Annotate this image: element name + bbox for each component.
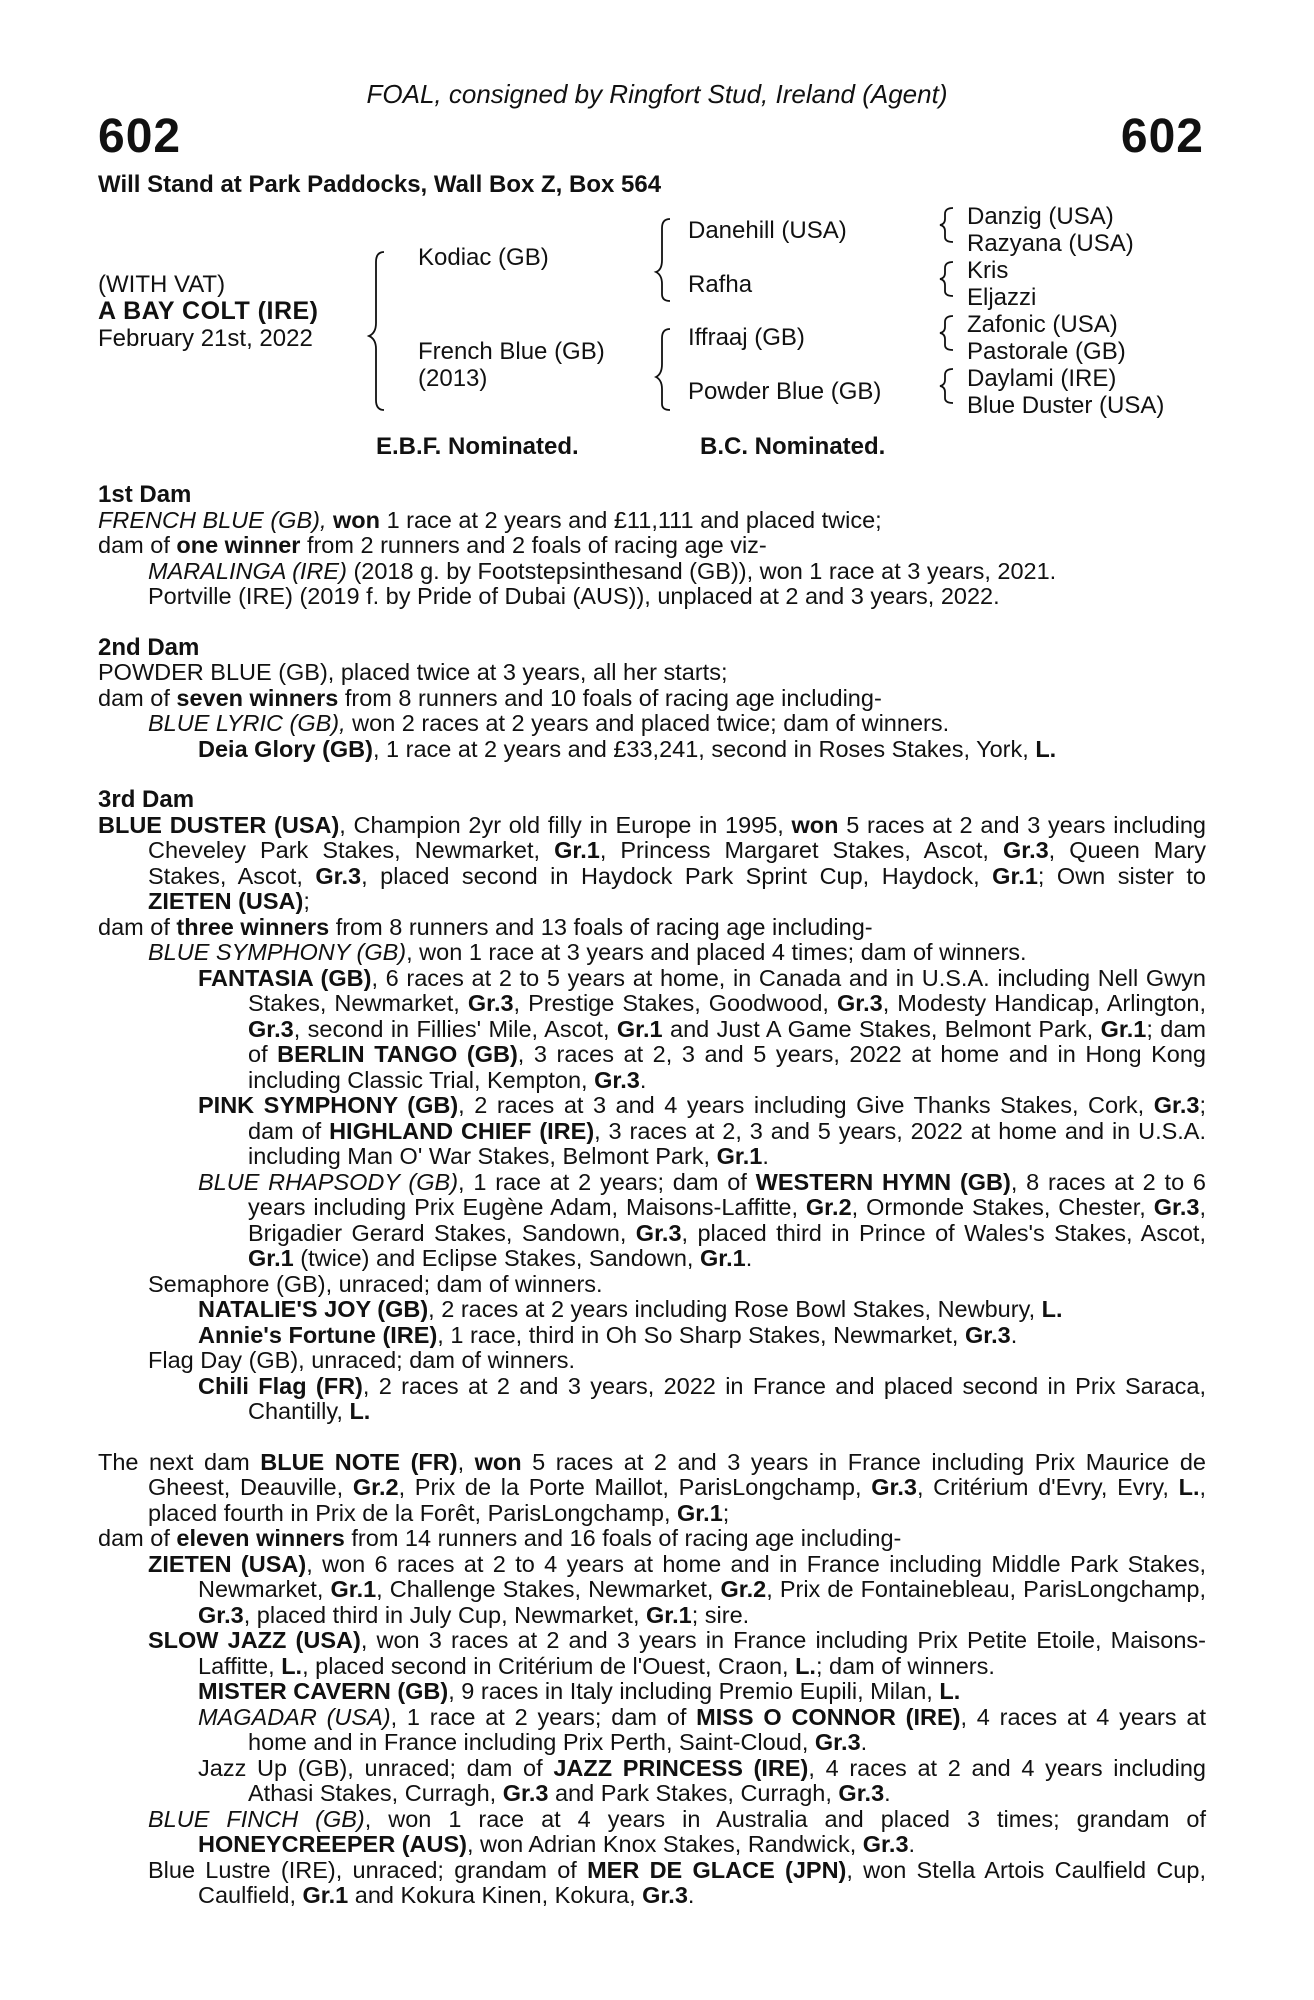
text-run: Gr.1 bbox=[248, 1245, 294, 1271]
third-dam-heading: 3rd Dam bbox=[98, 786, 195, 813]
text-run: . bbox=[639, 1066, 647, 1093]
text-run: BLUE FINCH (GB) bbox=[148, 1805, 365, 1832]
text-run: and Just A Game Stakes, Belmont Park, bbox=[662, 1015, 1101, 1042]
text-run: Gr.1 bbox=[302, 1882, 349, 1908]
text-run: Gr.3 bbox=[635, 1219, 682, 1246]
text-run: , second in Fillies' Mile, Ascot, bbox=[293, 1015, 617, 1042]
text-run: Gr.1 bbox=[992, 862, 1038, 889]
bc-nominated: B.C. Nominated. bbox=[700, 433, 886, 460]
text-run: , Ormonde Stakes, Chester, bbox=[851, 1194, 1154, 1220]
ancestor-6: Pastorale (GB) bbox=[967, 338, 1126, 365]
text-run: , 6 races at 2 to 5 years at home, in Canada and in U.S.A. including Nell Gwyn Stakes, Newmarket, bbox=[248, 964, 1206, 1016]
text-run: , 1 race, third in Oh So Sharp Stakes, Newmarket, bbox=[437, 1321, 965, 1348]
lot-name: A BAY COLT (IRE) bbox=[98, 297, 319, 325]
text-run: 5 races at 2 and 3 years including Cheveley Park Stakes, Newmarket, bbox=[148, 811, 1206, 863]
text-run: , won Stella Artois Caulfield Cup, Caulfield, bbox=[198, 1856, 1206, 1908]
text-run: , won 1 race at 4 years in Australia and placed 3 times; grandam of bbox=[364, 1805, 1206, 1832]
text-run: and Kokura Kinen, Kokura, bbox=[348, 1882, 643, 1908]
text-run: Blue Lustre (IRE), unraced; grandam of bbox=[148, 1856, 588, 1883]
ancestor-7: Daylami (IRE) bbox=[967, 365, 1117, 392]
text-run: Gr.1 bbox=[677, 1499, 723, 1526]
text-run: , placed fourth in Prix de la Forêt, ParisLongchamp, bbox=[148, 1474, 1207, 1526]
text-run: Gr.3 bbox=[837, 990, 883, 1016]
text-run: L. bbox=[1041, 1296, 1063, 1322]
text-run: and Park Stakes, Curragh, bbox=[548, 1780, 839, 1806]
third-dam-para bbox=[98, 813, 1206, 915]
ebf-nominated: E.B.F. Nominated. bbox=[376, 433, 579, 460]
first-dam-line-1: FRENCH BLUE (GB), won 1 race at 2 years and £11,111 and placed twice; bbox=[98, 506, 882, 533]
text-run: ; Own sister to bbox=[1037, 862, 1206, 889]
text-run: Gr.3 bbox=[862, 1831, 909, 1857]
text-run: Chili Flag (FR) bbox=[198, 1372, 363, 1399]
text-run: , Prix de Fontainebleau, ParisLongchamp, bbox=[766, 1576, 1207, 1602]
text-run: L. bbox=[281, 1652, 303, 1679]
text-run: , Champion 2yr old filly in Europe in 1995, bbox=[339, 811, 792, 838]
lot-number-left: 602 bbox=[98, 110, 182, 163]
text-run: , 2 races at 2 years including Rose Bowl Stakes, Newbury, bbox=[428, 1296, 1042, 1322]
text-run: Flag Day (GB), unraced; dam of winners. bbox=[148, 1347, 576, 1373]
text-run: BLUE NOTE (FR) bbox=[260, 1448, 458, 1475]
text-run: . bbox=[1010, 1321, 1018, 1348]
produce-mister-cavern bbox=[98, 1679, 1206, 1705]
text-run: ; dam of winners. bbox=[815, 1652, 995, 1679]
text-run: ; bbox=[303, 888, 310, 914]
text-run: Gr.1 bbox=[616, 1015, 663, 1042]
text-run: Gr.3 bbox=[315, 862, 362, 889]
text-run: dam of bbox=[98, 1525, 177, 1551]
text-run: MAGADAR (USA) bbox=[198, 1703, 391, 1730]
text-run: , Prestige Stakes, Goodwood, bbox=[513, 990, 837, 1016]
text-run: , 2 races at 3 and 4 years including Give Thanks Stakes, Cork, bbox=[458, 1092, 1154, 1118]
produce-zieten bbox=[98, 1552, 1206, 1629]
ancestor-4: Eljazzi bbox=[967, 284, 1037, 311]
text-run: , Prix de la Porte Maillot, ParisLongchamp, bbox=[398, 1474, 872, 1500]
text-run: Gr.3 bbox=[467, 990, 514, 1016]
second-dam-produce-2: Deia Glory (GB), 1 race at 2 years and £33,241, second in Roses Stakes, York, L. bbox=[198, 735, 1057, 762]
sire: Kodiac (GB) bbox=[418, 244, 549, 271]
text-run: HIGHLAND CHIEF (IRE) bbox=[329, 1117, 595, 1144]
text-run: BERLIN TANGO (GB) bbox=[277, 1041, 518, 1067]
text-run: , placed third in July Cup, Newmarket, bbox=[243, 1601, 647, 1628]
bracket-g3 bbox=[940, 316, 953, 350]
first-dam-produce-1: MARALINGA (IRE) (2018 g. by Footstepsinthesand (GB)), won 1 race at 3 years, 2021. bbox=[148, 557, 1057, 584]
text-run: ; bbox=[722, 1499, 730, 1526]
produce-fantasia bbox=[98, 966, 1206, 1094]
text-run: HONEYCREEPER (AUS) bbox=[198, 1831, 467, 1857]
text-run: , won 6 races at 2 to 4 years at home and in France including Middle Park Stakes, Newmarket, bbox=[198, 1550, 1206, 1602]
text-run: . bbox=[762, 1143, 769, 1169]
text-run: , 1 race at 2 years; dam of bbox=[458, 1168, 756, 1195]
sire-sire: Danehill (USA) bbox=[688, 217, 847, 244]
foaling-date: February 21st, 2022 bbox=[98, 325, 313, 352]
text-run: Gr.2 bbox=[805, 1194, 852, 1220]
text-run: SLOW JAZZ (USA) bbox=[148, 1627, 361, 1653]
produce-pink-symphony bbox=[98, 1093, 1206, 1170]
text-run: ; dam of bbox=[248, 1015, 1207, 1067]
second-dam-produce-1: BLUE LYRIC (GB), won 2 races at 2 years and placed twice; dam of winners. bbox=[148, 710, 950, 736]
produce-flag-day bbox=[98, 1348, 1206, 1374]
text-run: Gr.3 bbox=[871, 1474, 917, 1500]
text-run: ZIETEN (USA) bbox=[148, 888, 304, 914]
produce-blue-finch bbox=[98, 1807, 1206, 1858]
text-run: from 14 runners and 16 foals of racing age including- bbox=[344, 1525, 902, 1551]
produce-chili-flag bbox=[98, 1374, 1206, 1425]
second-dam-line-2: dam of seven winners from 8 runners and 10 foals of racing age including- bbox=[98, 684, 882, 711]
text-run: , won 3 races at 2 and 3 years in France including Prix Petite Etoile, Maisons-Laffitte, bbox=[198, 1627, 1206, 1679]
text-run: Gr.1 bbox=[699, 1245, 746, 1271]
text-run: , 1 race at 2 years; dam of bbox=[390, 1703, 697, 1730]
text-run: , Challenge Stakes, Newmarket, bbox=[376, 1576, 721, 1602]
produce-natalies-joy bbox=[98, 1297, 1206, 1323]
text-run: won bbox=[474, 1448, 522, 1475]
ancestor-3: Kris bbox=[967, 257, 1009, 284]
text-run: Gr.3 bbox=[248, 1015, 294, 1042]
text-run: L. bbox=[795, 1652, 816, 1679]
text-run: (twice) and Eclipse Stakes, Sandown, bbox=[293, 1245, 700, 1271]
text-run: Gr.3 bbox=[1002, 837, 1049, 863]
produce-blue-symphony bbox=[98, 940, 1206, 966]
text-run: WESTERN HYMN (GB) bbox=[755, 1168, 1011, 1195]
text-run: . bbox=[860, 1729, 868, 1755]
text-run: . bbox=[884, 1780, 891, 1806]
dam-dam: Powder Blue (GB) bbox=[688, 378, 882, 405]
text-run: , placed second in Critérium de l'Ouest, Craon, bbox=[302, 1652, 796, 1679]
text-run: three winners bbox=[176, 913, 330, 940]
text-run: , Princess Margaret Stakes, Ascot, bbox=[599, 837, 1003, 863]
text-run: , won Adrian Knox Stakes, Randwick, bbox=[466, 1831, 863, 1857]
consignment-line: FOAL, consigned by Ringfort Stud, Ireland (Agent) bbox=[366, 79, 948, 109]
ancestor-1: Danzig (USA) bbox=[967, 203, 1114, 230]
text-run: BLUE RHAPSODY (GB) bbox=[198, 1168, 459, 1195]
text-run: , placed second in Haydock Park Sprint Cup, Haydock, bbox=[361, 862, 993, 889]
text-run: MISS O CONNOR (IRE) bbox=[696, 1703, 961, 1730]
text-run: , 4 races at 4 years at home and in France including Prix Perth, Saint-Cloud, bbox=[248, 1703, 1206, 1755]
text-run: Gr.3 bbox=[594, 1066, 640, 1093]
sire-dam: Rafha bbox=[688, 271, 753, 298]
text-run: , 3 races at 2, 3 and 5 years, 2022 at home and in U.S.A. including Man O' War Stakes, Belmont Park, bbox=[248, 1117, 1207, 1169]
produce-semaphore bbox=[98, 1272, 1206, 1298]
text-run: , placed third in Prince of Wales's Stakes, Ascot, bbox=[681, 1219, 1206, 1246]
text-run: ; sire. bbox=[691, 1601, 750, 1628]
pedigree-table bbox=[0, 0, 1314, 460]
first-dam-heading: 1st Dam bbox=[98, 481, 192, 508]
third-dam-produce-summary bbox=[98, 915, 1206, 941]
text-run: Gr.3 bbox=[198, 1601, 244, 1628]
produce-jazz-up bbox=[98, 1756, 1206, 1807]
text-run: PINK SYMPHONY (GB) bbox=[198, 1092, 459, 1118]
text-run: MER DE GLACE (JPN) bbox=[587, 1856, 847, 1883]
text-run: Gr.2 bbox=[352, 1474, 399, 1500]
text-run: , 8 races at 2 to 6 years including Prix Eugène Adam, Maisons-Laffitte, bbox=[248, 1168, 1207, 1220]
text-run: eleven winners bbox=[176, 1525, 345, 1551]
text-run: Semaphore (GB), unraced; dam of winners. bbox=[148, 1270, 603, 1297]
text-run: Gr.2 bbox=[720, 1576, 767, 1602]
text-run: JAZZ PRINCESS (IRE) bbox=[553, 1754, 809, 1781]
vat-note: (WITH VAT) bbox=[98, 271, 226, 298]
bracket-g1 bbox=[940, 208, 953, 242]
text-run: , won 1 race at 3 years and placed 4 times; dam of winners. bbox=[406, 939, 1027, 965]
first-dam-produce-2: Portville (IRE) (2019 f. by Pride of Dubai (AUS)), unplaced at 2 and 3 years, 2022. bbox=[148, 583, 1000, 609]
produce-magadar bbox=[98, 1705, 1206, 1756]
second-dam-heading: 2nd Dam bbox=[98, 633, 200, 661]
text-run: ZIETEN (USA) bbox=[148, 1550, 307, 1577]
text-run: , 4 races at 2 and 4 years including Athasi Stakes, Curragh, bbox=[248, 1754, 1206, 1806]
next-dam-produce-summary bbox=[98, 1526, 1206, 1552]
second-dam-line-1: POWDER BLUE (GB), placed twice at 3 years, all her starts; bbox=[98, 659, 728, 685]
text-run: MISTER CAVERN (GB) bbox=[198, 1678, 449, 1704]
text-run: Gr.1 bbox=[330, 1576, 377, 1602]
text-run: dam of bbox=[98, 913, 177, 940]
text-run: Gr.3 bbox=[1153, 1194, 1200, 1220]
ancestor-5: Zafonic (USA) bbox=[967, 311, 1118, 338]
bracket-dam bbox=[656, 329, 670, 410]
text-run: Gr.3 bbox=[642, 1882, 688, 1908]
text-run: NATALIE'S JOY (GB) bbox=[198, 1296, 429, 1322]
text-run: Annie's Fortune (IRE) bbox=[198, 1321, 438, 1348]
text-run: . bbox=[687, 1882, 695, 1908]
text-run: won bbox=[791, 811, 839, 838]
text-run: Gr.3 bbox=[502, 1780, 549, 1806]
text-run: Gr.3 bbox=[838, 1780, 885, 1806]
text-run: 5 races at 2 and 3 years in France including Prix Maurice de Gheest, Deauville, bbox=[148, 1448, 1206, 1500]
text-run: . bbox=[745, 1245, 753, 1271]
lot-number-right: 602 bbox=[1120, 110, 1204, 163]
text-run: The next dam bbox=[98, 1448, 261, 1475]
text-run: ; dam of bbox=[248, 1092, 1206, 1144]
text-run: Jazz Up (GB), unraced; dam of bbox=[198, 1754, 554, 1781]
produce-annies-fortune bbox=[98, 1323, 1206, 1349]
text-run: BLUE SYMPHONY (GB) bbox=[148, 939, 407, 965]
dam-year: (2013) bbox=[418, 365, 488, 392]
text-run: Gr.3 bbox=[964, 1321, 1011, 1348]
text-run: , Brigadier Gerard Stakes, Sandown, bbox=[248, 1194, 1206, 1246]
stand-location: Will Stand at Park Paddocks, Wall Box Z, Box 564 bbox=[98, 171, 662, 198]
text-run: Gr.3 bbox=[814, 1729, 861, 1755]
ancestor-2: Razyana (USA) bbox=[967, 230, 1134, 257]
bracket-g2 bbox=[940, 262, 953, 296]
dam: French Blue (GB) bbox=[418, 338, 605, 365]
next-dam-para bbox=[98, 1450, 1206, 1527]
text-run: L. bbox=[349, 1398, 371, 1424]
first-dam-line-2: dam of one winner from 2 runners and 2 foals of racing age viz- bbox=[98, 532, 767, 558]
text-run: BLUE DUSTER (USA) bbox=[98, 811, 340, 838]
text-run: from 8 runners and 13 foals of racing age including- bbox=[329, 913, 873, 940]
text-run: , Modesty Handicap, Arlington, bbox=[882, 990, 1206, 1016]
text-run: . bbox=[908, 1831, 916, 1857]
text-run: Gr.3 bbox=[1153, 1092, 1200, 1118]
produce-slow-jazz bbox=[98, 1628, 1206, 1679]
text-run: , 2 races at 2 and 3 years, 2022 in France and placed second in Prix Saraca, Chantilly, bbox=[248, 1372, 1206, 1424]
text-run: , Queen Mary Stakes, Ascot, bbox=[148, 837, 1207, 889]
dam-sire: Iffraaj (GB) bbox=[688, 324, 805, 351]
bracket-g4 bbox=[940, 369, 953, 403]
produce-blue-lustre bbox=[98, 1858, 1206, 1909]
text-run: L. bbox=[939, 1678, 961, 1704]
text-run: Gr.1 bbox=[1100, 1015, 1147, 1042]
text-run: FANTASIA (GB) bbox=[198, 964, 372, 991]
text-run: L. bbox=[1178, 1474, 1200, 1500]
text-run: , 3 races at 2, 3 and 5 years, 2022 at home and in Hong Kong including Classic Trial, Kempton, bbox=[248, 1041, 1206, 1093]
text-run: Gr.1 bbox=[716, 1143, 763, 1169]
pedigree-notes bbox=[98, 482, 1206, 1909]
text-run: Gr.1 bbox=[554, 837, 600, 863]
text-run: , 9 races in Italy including Premio Eupili, Milan, bbox=[448, 1678, 940, 1704]
text-run: Gr.1 bbox=[646, 1601, 692, 1628]
bracket-main bbox=[369, 252, 384, 410]
bracket-sire bbox=[656, 219, 670, 301]
produce-blue-rhapsody bbox=[98, 1170, 1206, 1272]
ancestor-8: Blue Duster (USA) bbox=[967, 392, 1165, 419]
text-run: , Critérium d'Evry, Evry, bbox=[916, 1474, 1179, 1500]
text-run: , bbox=[457, 1448, 475, 1475]
